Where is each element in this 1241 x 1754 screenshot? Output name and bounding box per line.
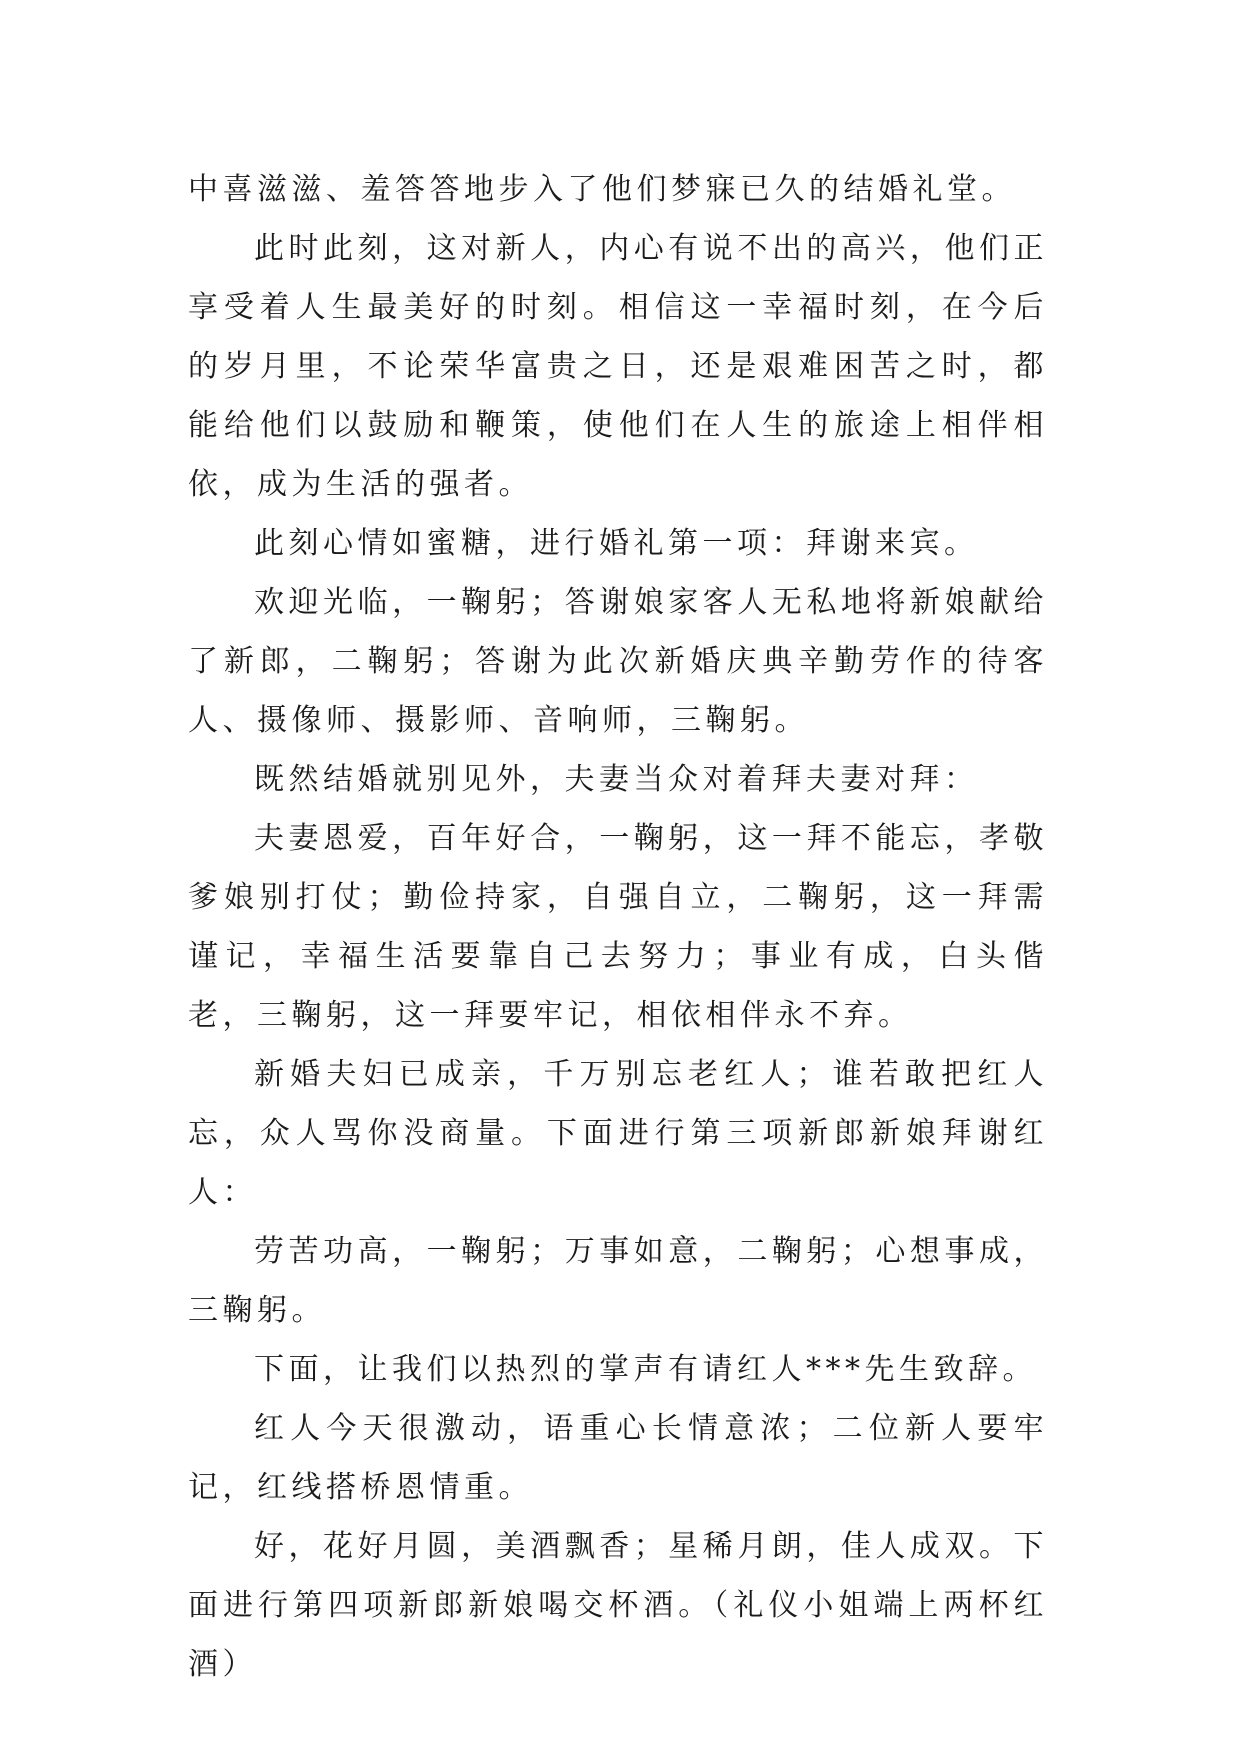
paragraph-10: 红人今天很激动，语重心长情意浓；二位新人要牢记，红线搭桥恩情重。: [188, 1411, 1048, 1505]
paragraph-11: 好，花好月圆，美酒飘香；星稀月朗，佳人成双。下面进行第四项新郎新娘喝交杯酒。（礼仪小姐端上两杯红酒）: [188, 1529, 1048, 1682]
paragraph-9: 下面，让我们以热烈的掌声有请红人***先生致辞。: [254, 1352, 1037, 1387]
paragraph-5: 既然结婚就别见外，夫妻当众对着拜夫妻对拜：: [254, 762, 979, 797]
paragraph-1: 中喜滋滋、羞答答地步入了他们梦寐已久的结婚礼堂。: [188, 172, 1016, 207]
paragraph-8: 劳苦功高，一鞠躬；万事如意，二鞠躬；心想事成，三鞠躬。: [188, 1234, 1048, 1328]
document-body: [188, 160, 1048, 1694]
paragraph-6: 夫妻恩爱，百年好合，一鞠躬，这一拜不能忘，孝敬爹娘别打仗；勤俭持家，自强自立，二鞠躬，这一拜需谨记，幸福生活要靠自己去努力；事业有成，白头偕老，三鞠躬，这一拜要牢记，相依相伴永不弃。: [188, 821, 1048, 1033]
paragraph-3: 此刻心情如蜜糖，进行婚礼第一项：拜谢来宾。: [254, 526, 979, 561]
paragraph-7: 新婚夫妇已成亲，千万别忘老红人；谁若敢把红人忘，众人骂你没商量。下面进行第三项新郎新娘拜谢红人：: [188, 1057, 1048, 1210]
paragraph-4: 欢迎光临，一鞠躬；答谢娘家客人无私地将新娘献给了新郎，二鞠躬；答谢为此次新婚庆典辛勤劳作的待客人、摄像师、摄影师、音响师，三鞠躬。: [188, 585, 1048, 738]
paragraph-2: 此时此刻，这对新人，内心有说不出的高兴，他们正享受着人生最美好的时刻。相信这一幸福时刻，在今后的岁月里，不论荣华富贵之日，还是艰难困苦之时，都能给他们以鼓励和鞭策，使他们在人生的旅途上相伴相依，成为生活的强者。: [188, 231, 1048, 502]
